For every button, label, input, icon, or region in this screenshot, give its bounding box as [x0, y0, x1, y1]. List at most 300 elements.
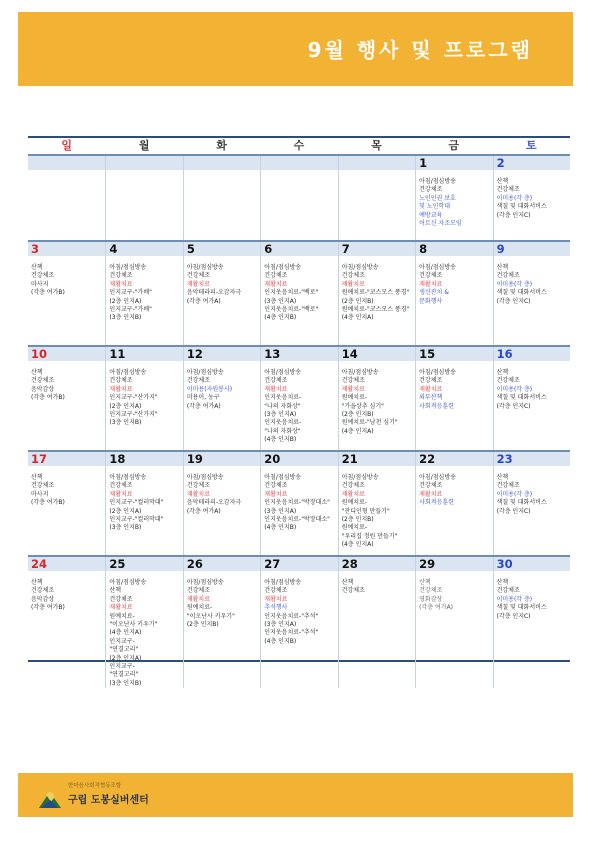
- program-item: (2층 인지A): [109, 654, 142, 662]
- program-item: 인지웃음치료-"추석": [264, 612, 319, 620]
- program-item: "연결고리": [109, 671, 139, 679]
- calendar-week-row: [28, 555, 570, 687]
- calendar-week-row: [28, 345, 570, 450]
- program-item: 산책: [496, 264, 509, 271]
- program-item: 문화행사: [419, 297, 443, 305]
- day-number: 9: [494, 242, 570, 256]
- program-item: (각층 여가B): [31, 394, 65, 402]
- program-list: [494, 170, 570, 220]
- program-item: 건강체조: [341, 587, 365, 595]
- program-item: (2층 인지B): [341, 411, 374, 419]
- program-item: (3층 인지A): [264, 411, 297, 419]
- day-number: 5: [184, 242, 260, 256]
- program-item: 건강체조: [109, 595, 133, 603]
- program-item: (4층 인지A): [109, 629, 142, 637]
- program-item: (2층 인지B): [341, 297, 374, 305]
- program-item: 건강체조: [264, 482, 288, 490]
- calendar-day-cell: [183, 242, 260, 345]
- day-number: 3: [28, 242, 105, 256]
- program-item: 및 노인학대: [419, 203, 451, 211]
- day-number: 25: [106, 557, 182, 571]
- program-item: 이미용(각 층): [496, 595, 533, 603]
- program-item: 건강체조: [264, 377, 288, 385]
- program-item: 재활치료: [264, 595, 288, 603]
- program-item: 인지웃음치료-"박장대소": [264, 499, 330, 507]
- program-item: 노인인권 보호: [419, 194, 456, 202]
- program-item: 색칠 및 대화서비스: [496, 203, 547, 211]
- day-number: 30: [494, 557, 570, 571]
- calendar-day-cell: [260, 242, 337, 345]
- program-item: 재활치료: [109, 604, 133, 612]
- day-number: [28, 156, 105, 170]
- program-item: 건강체조: [109, 377, 133, 385]
- program-item: 색칠 및 대화서비스: [496, 289, 547, 297]
- program-item: (4층 인지B): [264, 314, 297, 322]
- program-item: (각층 인지C): [496, 402, 531, 410]
- program-item: 재활치료: [341, 490, 365, 498]
- day-number: 12: [184, 347, 260, 361]
- program-item: "가을상추 심기": [341, 402, 384, 410]
- program-item: (3층 인지B): [109, 679, 142, 687]
- program-item: 인지웃음치료-"백로": [264, 289, 319, 297]
- program-item: 원예치료-"남천 심기": [341, 419, 398, 427]
- program-item: 건강체조: [31, 587, 55, 595]
- program-item: 건강체조: [186, 587, 211, 595]
- program-item: 건강체조: [186, 482, 211, 490]
- calendar-day-cell: [415, 242, 492, 345]
- program-item: 산책: [109, 587, 122, 595]
- program-item: 사회적응훈련: [419, 402, 454, 410]
- calendar-day-cell: [415, 557, 492, 688]
- program-item: 건강체조: [341, 377, 365, 385]
- program-item: 아침/점심방송: [341, 369, 379, 376]
- program-item: (3층 인지B): [109, 524, 142, 532]
- program-item: 아침/점심방송: [419, 369, 456, 376]
- program-item: 인지웃음치료-: [264, 394, 302, 402]
- page-title: 9월 행사 및 프로그램: [307, 38, 533, 62]
- calendar-day-cell: [415, 347, 492, 450]
- program-list: [28, 571, 105, 613]
- program-item: (4층 인지B): [264, 524, 297, 532]
- program-item: 재활치료: [419, 280, 443, 288]
- day-number: 29: [416, 557, 492, 571]
- program-item: 건강체조: [264, 587, 288, 595]
- calendar-day-cell: [493, 347, 570, 450]
- calendar-day-cell: [260, 557, 337, 688]
- weekday-label: 목: [371, 139, 382, 152]
- program-item: 음악테라피-오감자극: [186, 499, 242, 507]
- program-item: 산책: [31, 474, 43, 481]
- program-item: 산책: [31, 579, 43, 586]
- program-item: (각층 인지C): [496, 612, 531, 620]
- program-item: 색칠 및 대화서비스: [496, 394, 547, 402]
- program-item: 재활치료: [341, 385, 365, 393]
- program-item: 건강체조: [109, 272, 133, 280]
- program-item: 건강체조: [496, 272, 520, 280]
- day-number: 1: [416, 156, 492, 170]
- program-item: 건강체조: [419, 186, 443, 194]
- program-item: 재활치료: [264, 280, 288, 288]
- program-item: (각층 여가B): [31, 604, 65, 612]
- program-item: 건강체조: [31, 482, 55, 490]
- program-list: [416, 256, 492, 306]
- calendar-day-cell: [28, 347, 105, 450]
- program-list: [339, 466, 415, 550]
- program-item: 아침/점심방송: [264, 369, 302, 376]
- program-list: [106, 170, 182, 178]
- program-item: 인지교구-"산가지": [109, 411, 158, 419]
- weekday-header: [28, 136, 570, 154]
- program-item: 색칠 및 대화서비스: [496, 499, 547, 507]
- program-item: 영화감상: [419, 595, 443, 603]
- program-item: "나의 자화상": [264, 402, 301, 410]
- program-item: (각층 여가B): [31, 499, 65, 507]
- program-item: (2층 인지B): [186, 621, 219, 629]
- program-item: 건강체조: [419, 587, 443, 595]
- calendar-day-cell: [260, 452, 337, 555]
- calendar-day-cell: [415, 452, 492, 555]
- program-item: 인지웃음치료-"추석": [264, 629, 319, 637]
- day-number: [184, 156, 260, 170]
- calendar-day-cell: [493, 156, 570, 240]
- program-item: 원예치료-: [186, 604, 213, 612]
- day-number: 18: [106, 452, 182, 466]
- calendar-day-cell: [183, 156, 260, 240]
- weekday-label: 수: [293, 139, 305, 152]
- program-list: [261, 571, 337, 646]
- program-item: 건강체조: [264, 272, 288, 280]
- program-item: 건강체조: [341, 272, 365, 280]
- day-number: 15: [416, 347, 492, 361]
- day-number: 23: [494, 452, 570, 466]
- program-item: (각층 여가A): [186, 297, 221, 305]
- program-item: 인지교구-: [109, 637, 135, 645]
- program-list: [261, 256, 337, 323]
- program-list: [261, 361, 337, 445]
- program-item: 재활치료: [109, 385, 133, 393]
- program-item: 사회적응훈련: [419, 499, 454, 507]
- program-item: 재활치료: [264, 490, 288, 498]
- program-item: 건강체조: [496, 377, 520, 385]
- program-item: 인지교구-"산가지": [109, 394, 158, 402]
- program-item: 건강체조: [496, 186, 520, 194]
- program-list: [339, 170, 415, 178]
- program-list: [106, 571, 182, 688]
- program-item: 건강체조: [186, 377, 211, 385]
- program-item: 아침/점심방송: [186, 579, 224, 586]
- program-item: 건강체조: [419, 482, 443, 490]
- program-item: 아침/점심방송: [186, 474, 224, 481]
- program-item: 이미용(자원봉사): [186, 385, 233, 393]
- day-number: 27: [261, 557, 337, 571]
- program-item: 재활치료: [186, 490, 211, 498]
- program-item: 재활치료: [109, 280, 133, 288]
- program-item: 아침/점심방송: [109, 264, 147, 271]
- program-item: 아침/점심방송: [109, 474, 147, 481]
- program-item: 산책: [496, 369, 509, 376]
- program-item: (3층 인지A): [264, 507, 297, 515]
- program-item: (각층 여가A): [186, 507, 221, 515]
- program-item: 재활치료: [419, 490, 443, 498]
- program-item: 인지웃음치료-"박장대소": [264, 516, 330, 524]
- calendar-week-row: [28, 240, 570, 345]
- calendar-day-cell: [105, 242, 182, 345]
- calendar-day-cell: [183, 347, 260, 450]
- calendar-day-cell: [493, 452, 570, 555]
- program-item: 음악감상: [31, 385, 55, 393]
- program-item: 추석행사: [264, 604, 288, 612]
- day-number: 28: [339, 557, 415, 571]
- program-list: [416, 466, 492, 508]
- program-item: "우리집 정원 만들기": [341, 532, 398, 540]
- day-number: 17: [28, 452, 105, 466]
- program-item: 원예치료-"코스모스 풍경": [341, 306, 410, 314]
- weekday-label: 월: [138, 139, 150, 152]
- program-item: 원예치료-"코스모스 풍경": [341, 289, 410, 297]
- program-item: (각층 여가B): [31, 289, 65, 297]
- program-item: 색칠 및 대화서비스: [496, 604, 547, 612]
- day-number: 13: [261, 347, 337, 361]
- program-item: 아침/점심방송: [264, 579, 302, 586]
- calendar-day-cell: [338, 557, 415, 688]
- calendar-day-cell: [338, 242, 415, 345]
- program-list: [261, 466, 337, 533]
- program-item: 아침/점심방송: [341, 474, 379, 481]
- program-item: 재활치료: [186, 595, 211, 603]
- calendar-day-cell: [105, 347, 182, 450]
- program-item: 아침/점심방송: [419, 474, 456, 481]
- program-item: "이오난사 키우기": [109, 621, 158, 629]
- program-item: 건강체조: [186, 272, 211, 280]
- calendar-week-row: [28, 450, 570, 555]
- program-list: [339, 256, 415, 323]
- day-number: 22: [416, 452, 492, 466]
- calendar-day-cell: [260, 156, 337, 240]
- program-item: "나의 자화상": [264, 427, 301, 435]
- mountain-logo-icon: [38, 787, 62, 809]
- calendar-day-cell: [105, 452, 182, 555]
- program-item: 원예치료-: [341, 499, 368, 507]
- program-item: (각층 인지C): [496, 211, 531, 219]
- day-number: 24: [28, 557, 105, 571]
- program-item: (2층 인지A): [109, 507, 142, 515]
- program-item: 산책: [496, 474, 509, 481]
- program-item: 산책: [31, 369, 43, 376]
- program-item: (4층 인지A): [341, 314, 374, 322]
- program-item: 아침/점심방송: [109, 369, 147, 376]
- calendar-day-cell: [493, 242, 570, 345]
- calendar-day-cell: [338, 452, 415, 555]
- day-number: [106, 156, 182, 170]
- program-item: (3층 인지B): [109, 419, 142, 427]
- program-item: (2층 인지A): [109, 402, 142, 410]
- weekday-label: 토: [525, 139, 537, 152]
- program-list: [28, 361, 105, 403]
- calendar-day-cell: [105, 557, 182, 688]
- header-banner: [18, 12, 573, 86]
- program-list: [494, 466, 570, 516]
- program-item: 이미용(각 층): [496, 490, 533, 498]
- program-item: 건강체조: [496, 587, 520, 595]
- program-item: 음악감상: [31, 595, 55, 603]
- program-item: 인지웃음치료-"백로": [264, 306, 319, 314]
- program-item: 재활치료: [341, 280, 365, 288]
- organization-name: 한마음사회적협동조합: [68, 783, 122, 789]
- weekday-label: 일: [61, 139, 73, 152]
- program-item: (3층 인지A): [264, 621, 297, 629]
- program-list: [28, 466, 105, 508]
- program-item: 아침/점심방송: [186, 369, 224, 376]
- calendar-day-cell: [415, 156, 492, 240]
- program-item: 아침/점심방송: [341, 264, 379, 271]
- footer-banner: [18, 773, 573, 817]
- program-item: (각층 인지C): [496, 297, 531, 305]
- program-item: (2층 인지B): [341, 516, 374, 524]
- program-item: 마사지: [31, 280, 49, 288]
- calendar-day-cell: [28, 156, 105, 240]
- day-number: 6: [261, 242, 337, 256]
- program-item: 예방교육: [419, 211, 443, 219]
- day-number: 16: [494, 347, 570, 361]
- program-item: 이미용(각 층): [496, 385, 533, 393]
- program-item: (각층 여가A): [419, 604, 454, 612]
- program-item: 재활치료: [419, 385, 443, 393]
- day-number: [261, 156, 337, 170]
- program-item: 원예치료-: [109, 612, 135, 620]
- calendar-day-cell: [338, 156, 415, 240]
- program-list: [184, 361, 260, 411]
- program-item: 미용이, 농구: [186, 394, 220, 402]
- program-item: "이오난사 키우기": [186, 612, 235, 620]
- program-item: 원예치료-: [341, 394, 368, 402]
- center-name: 구립 도봉실버센터: [68, 795, 149, 806]
- program-item: 건강체조: [31, 272, 55, 280]
- day-number: 20: [261, 452, 337, 466]
- program-item: 건강체조: [109, 482, 133, 490]
- program-list: [28, 256, 105, 298]
- program-item: (3층 인지B): [109, 314, 142, 322]
- day-number: 19: [184, 452, 260, 466]
- program-item: "잔디인형 만들기": [341, 507, 390, 515]
- program-item: 인지교구-: [109, 663, 135, 671]
- program-item: 이미용(각 층): [496, 280, 533, 288]
- program-list: [184, 571, 260, 629]
- program-item: 아침/점심방송: [419, 264, 456, 271]
- program-item: (각층 인지C): [496, 507, 531, 515]
- weekday-label: 화: [216, 139, 227, 152]
- program-item: (각층 여가A): [186, 402, 221, 410]
- program-list: [416, 571, 492, 613]
- program-item: 아침/점심방송: [186, 264, 224, 271]
- calendar-day-cell: [260, 347, 337, 450]
- program-item: 아침/점심방송: [419, 178, 456, 185]
- program-item: (4층 인지B): [264, 637, 297, 645]
- day-number: 26: [184, 557, 260, 571]
- program-item: 인지웃음치료-: [264, 419, 302, 427]
- day-number: 10: [28, 347, 105, 361]
- program-item: 산책: [31, 264, 43, 271]
- program-item: 어르신 자조모임: [419, 220, 462, 228]
- program-item: 생신잔치 &: [419, 289, 449, 297]
- program-item: 마사지: [31, 490, 49, 498]
- program-item: 원예치료-: [341, 524, 368, 532]
- day-number: 2: [494, 156, 570, 170]
- program-item: 아침/점심방송: [264, 474, 302, 481]
- program-list: [184, 170, 260, 178]
- program-list: [106, 256, 182, 323]
- program-list: [494, 571, 570, 621]
- program-item: 인지교구-"가배": [109, 289, 152, 297]
- program-list: [106, 466, 182, 533]
- day-number: 21: [339, 452, 415, 466]
- program-list: [416, 361, 492, 411]
- program-list: [494, 361, 570, 411]
- program-item: 음악테라피-오감자극: [186, 289, 242, 297]
- program-item: 건강체조: [419, 272, 443, 280]
- day-number: 11: [106, 347, 182, 361]
- program-list: [494, 256, 570, 306]
- program-item: 아침/점심방송: [109, 579, 147, 586]
- program-item: 재활치료: [109, 490, 133, 498]
- calendar-day-cell: [28, 557, 105, 688]
- program-list: [261, 170, 337, 178]
- calendar-day-cell: [105, 156, 182, 240]
- program-item: 인지교구-"가배": [109, 306, 152, 314]
- program-item: 산책: [419, 579, 431, 586]
- program-item: (3층 인지A): [264, 297, 297, 305]
- program-item: "연결고리": [109, 646, 139, 654]
- calendar-day-cell: [28, 242, 105, 345]
- calendar-day-cell: [493, 557, 570, 688]
- program-list: [28, 170, 105, 178]
- day-number: 14: [339, 347, 415, 361]
- calendar-week-row: [28, 154, 570, 240]
- program-item: 산책: [341, 579, 354, 586]
- program-item: (4층 인지A): [341, 427, 374, 435]
- program-item: 건강체조: [341, 482, 365, 490]
- program-item: 이미용(각 층): [496, 194, 533, 202]
- program-list: [184, 466, 260, 516]
- day-number: 8: [416, 242, 492, 256]
- calendar-day-cell: [338, 347, 415, 450]
- day-number: [339, 156, 415, 170]
- program-list: [184, 256, 260, 306]
- program-item: 산책: [496, 579, 509, 586]
- program-item: 건강체조: [419, 377, 443, 385]
- calendar-day-cell: [183, 557, 260, 688]
- program-item: (4층 인지B): [264, 436, 297, 444]
- calendar-day-cell: [28, 452, 105, 555]
- program-list: [106, 361, 182, 428]
- program-item: 재활치료: [186, 280, 211, 288]
- program-item: (4층 인지A): [341, 541, 374, 549]
- program-list: [416, 170, 492, 228]
- program-item: 아침/점심방송: [264, 264, 302, 271]
- program-list: [339, 571, 415, 596]
- program-item: 인지교구-"컬러막대": [109, 516, 164, 524]
- day-number: 7: [339, 242, 415, 256]
- program-item: 외부산책: [419, 394, 443, 402]
- program-item: 재활치료: [264, 385, 288, 393]
- calendar-day-cell: [183, 452, 260, 555]
- program-list: [339, 361, 415, 436]
- program-item: (2층 인지A): [109, 297, 142, 305]
- program-item: 건강체조: [496, 482, 520, 490]
- monthly-calendar: [28, 136, 570, 687]
- program-item: 산책: [496, 178, 509, 185]
- program-item: 인지교구-"컬러막대": [109, 499, 164, 507]
- program-item: 건강체조: [31, 377, 55, 385]
